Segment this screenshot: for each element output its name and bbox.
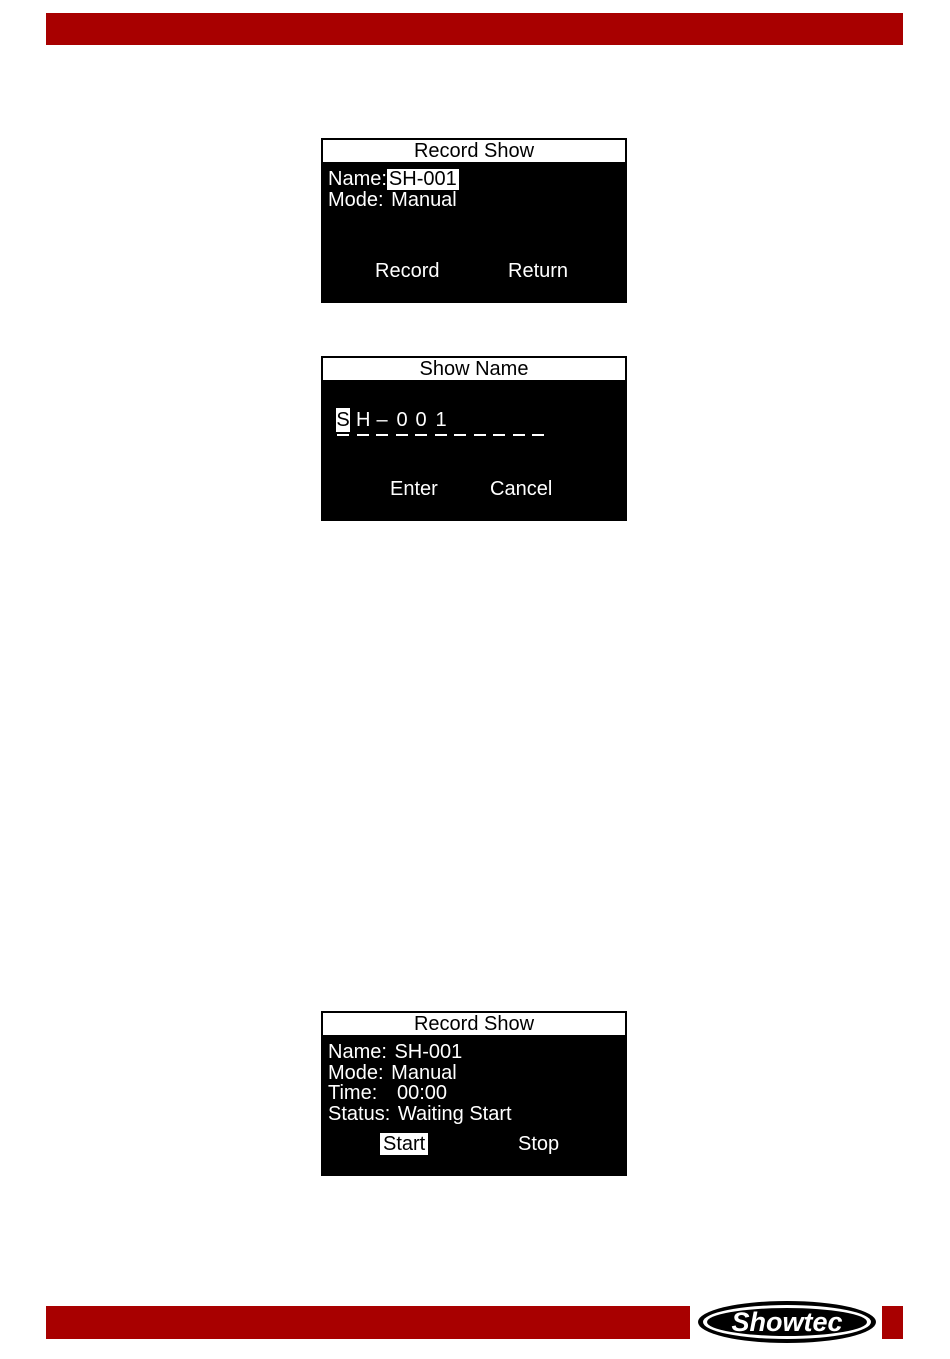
char-underline (357, 434, 369, 436)
char-underline (337, 434, 349, 436)
header-band (46, 13, 903, 45)
char-underline (474, 434, 486, 436)
name-char-0[interactable]: S (336, 409, 350, 431)
char-underline (493, 434, 505, 436)
name-char-5[interactable]: 1 (435, 409, 447, 431)
char-underline (435, 434, 447, 436)
record-button[interactable]: Record (375, 260, 440, 282)
name-char-3[interactable]: 0 (396, 409, 408, 431)
status-value: Waiting Start (397, 1103, 512, 1125)
name-label: Name: (328, 168, 387, 190)
time-label: Time: (328, 1082, 378, 1104)
footer-band (46, 1306, 690, 1339)
logo-text: Showtec (731, 1307, 843, 1337)
char-underline (532, 434, 544, 436)
status-label: Status: (328, 1103, 391, 1125)
char-underline (415, 434, 427, 436)
name-char-1[interactable]: H (356, 409, 371, 431)
enter-button[interactable]: Enter (390, 478, 438, 500)
mode-label: Mode: (328, 1062, 384, 1084)
name-char-2[interactable]: – (376, 409, 388, 431)
name-row (328, 1042, 464, 1063)
show-name-screen (321, 356, 627, 521)
char-underline (396, 434, 408, 436)
char-underline (454, 434, 466, 436)
return-button[interactable]: Return (508, 260, 569, 282)
mode-value: Manual (391, 1062, 457, 1084)
record-show-screen (321, 138, 627, 303)
cancel-button[interactable]: Cancel (490, 478, 553, 500)
screen-title: Record Show (323, 140, 625, 162)
char-underline (376, 434, 388, 436)
name-char-4[interactable]: 0 (415, 409, 427, 431)
mode-row (328, 1063, 459, 1084)
screen-title: Record Show (323, 1013, 625, 1035)
mode-row (328, 190, 459, 211)
record-status-screen (321, 1011, 627, 1176)
mode-value[interactable]: Manual (391, 189, 457, 211)
status-row (328, 1104, 514, 1125)
name-row (328, 169, 459, 190)
time-row (328, 1083, 449, 1104)
mode-label: Mode: (328, 189, 384, 211)
screen-title: Show Name (323, 358, 625, 380)
start-button[interactable]: Start (380, 1133, 428, 1155)
name-label: Name: (328, 1041, 387, 1063)
name-value: SH-001 (394, 1041, 463, 1063)
showtec-logo (696, 1299, 878, 1345)
stop-button[interactable]: Stop (518, 1133, 560, 1155)
time-value: 00:00 (397, 1082, 448, 1104)
char-underline (513, 434, 525, 436)
name-value[interactable]: SH-001 (388, 168, 457, 190)
footer-band-right (882, 1306, 903, 1339)
